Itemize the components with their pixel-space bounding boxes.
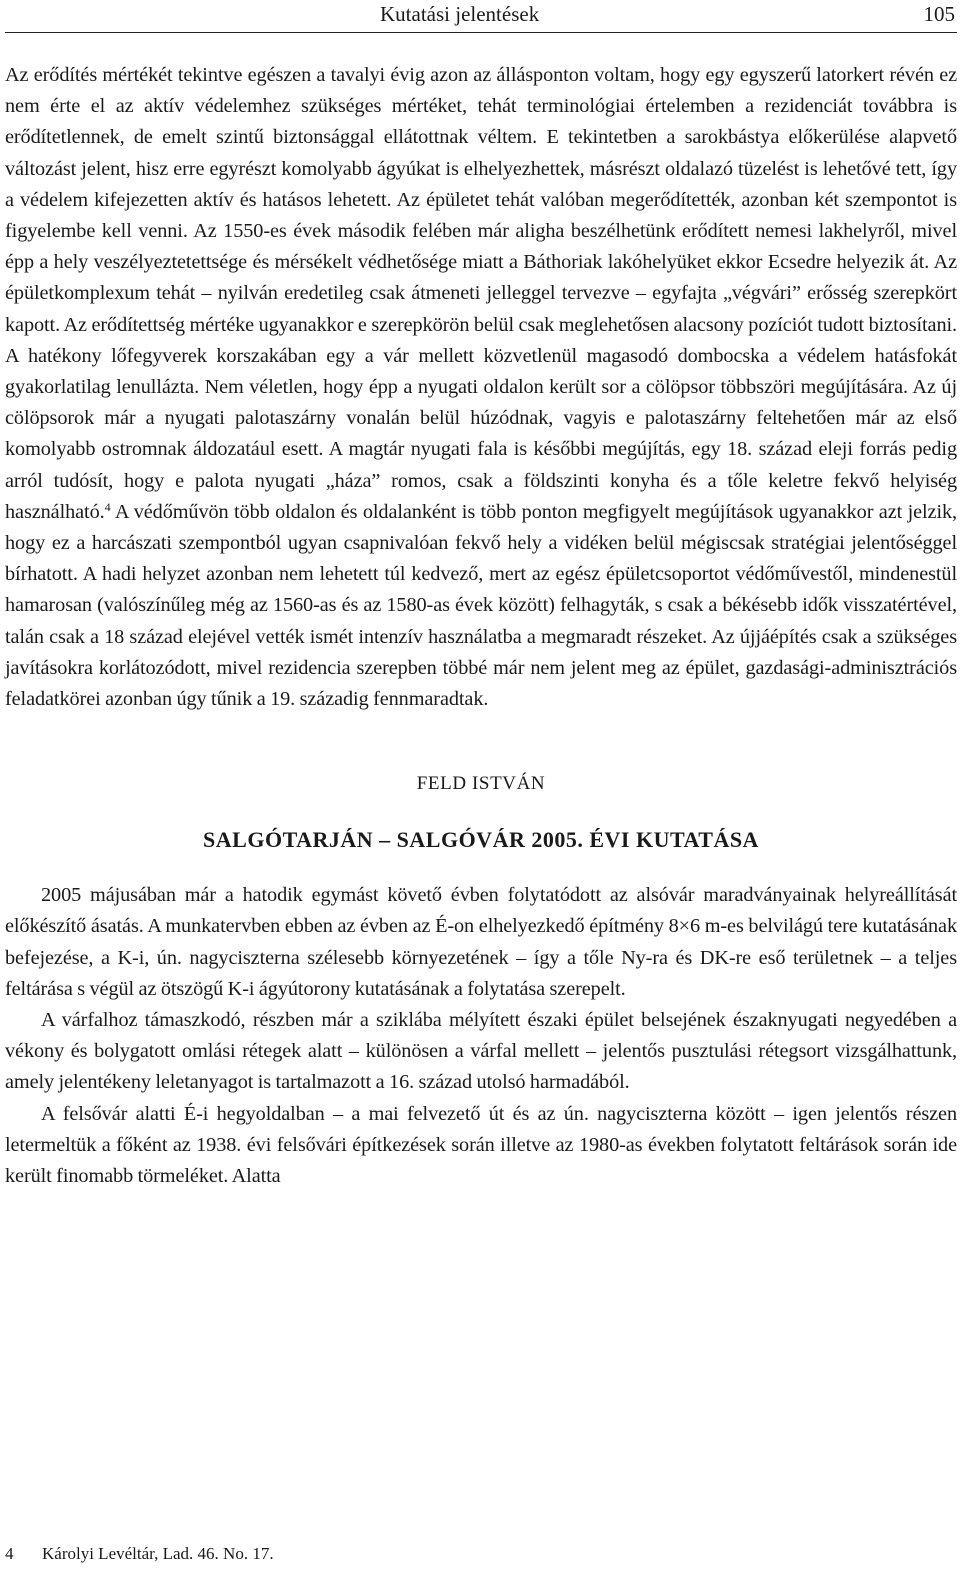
continued-paragraph-text: Az erődítés mértékét tekintve egészen a tavalyi évig azon az állásponton voltam, hogy egy egyszerű latorkert révén ez nem érte el az aktív védelemhez szükséges mértéket, tehát terminológiai értelemben a rezidenciát továbbra is erődítetlennek, de emelt szintű biztonsággal ellátottnak véltem. E tekintetben a sarokbástya előkerülése alapvető változást jelent, hisz erre egyrészt komolyabb ágyúkat is elhelyezhettek, másrészt oldalazó tüzelést is lehetővé tett, így a védelem kifejezetten aktív és hatásos lehetett. Az épületet tehát valóban megerődítették, azonban két szempontot is figyelembe kell venni. Az 1550-es évek második felében már aligha beszélhetünk erődített nemesi lakhelyről, mivel épp a hely veszélyeztetettsége és mérsékelt védhetősége miatt a Báthoriak lakóhelyüket ekkor Ecsedre helyezik át. Az épületkomplexum tehát – nyilván eredetileg csak átmeneti jelleggel tervezve – egyfajta „végvári” erősség szerepkört kapott. Az erődítettség mértéke ugyanakkor e szerepkörön belül csak meglehetősen alacsony pozíciót tudott biztosítani. A hatékony lőfegyverek korszakában egy a vár mellett közvetlenül magasodó dombocska a védelem hatásfokát gyakorlatilag lenullázta. Nem véletlen, hogy épp a nyugati oldalon került sor a cölöpsor többszöri megújítására. Az új cölöpsorok már a nyugati palotaszárny vonalán belül húzódnak, vagyis e palotaszárny feltehetően már az első komolyabb ostromnak áldozatául esett. A magtár nyugati fala is későbbi megújítás, egy 18. század eleji forrás pedig arról tudósít, hogy e palota nyugati „háza” romos, csak a földszinti konyha és a tőle keletre fekvő helyiség használható.	[5, 64, 957, 523]
footnote	[5, 1543, 274, 1565]
running-header	[5, 0, 957, 33]
continued-paragraph	[5, 60, 957, 715]
footnote-number: 4	[5, 1544, 14, 1563]
article-paragraph-3: A felsővár alatti É-i hegyoldalban – a mai felvezető út és az ún. nagyciszterna között – igen jelentős részen letermeltük a főként az 1938. évi felsővári építkezések során illetve az 1980-as években folytatott feltárások során ide került finomabb törmeléket. Alatta	[5, 1102, 957, 1188]
article-paragraph-2: A várfalhoz támaszkodó, részben már a sziklába mélyített északi épület belsejének északnyugati negyedében a vékony és bolygatott omlási rétegek alatt – különösen a várfal mellett – jelentős pusztulási rétegsort vizsgálhattunk, amely jelentékeny leletanyagot is tartalmazott a 16. század utolsó harmadából.	[5, 1009, 957, 1094]
footnote-text: Károlyi Levéltár, Lad. 46. No. 17.	[42, 1544, 274, 1563]
article-author: FELD ISTVÁN	[416, 773, 546, 795]
article-title: SALGÓTARJÁN – SALGÓVÁR 2005. ÉVI KUTATÁSA	[203, 827, 759, 853]
footnote-reference[interactable]: 4	[104, 499, 111, 514]
article-paragraph-1: 2005 májusában már a hatodik egymást követő évben folytatódott az alsóvár maradványainak helyreállítását előkészítő ásatás. A munkatervben ebben az évben az É-on elhelyezkedő építmény 8×6 m-es belvilágú tere kutatásának befejezése, a K-i, ún. nagyciszterna szélesebb környezetének – így a tőle Ny-ra és DK-re eső területnek – a teljes feltárása s végül az ötszögű K-i ágyútorony kutatásának a folytatása szerepelt.	[5, 884, 957, 1000]
page-number: 105	[923, 2, 955, 26]
running-header-title: Kutatási jelentések	[380, 2, 540, 26]
continued-paragraph-text-end: A védőművön több oldalon és oldalanként is több ponton megfigyelt megújítások ugyanakkor azt jelzik, hogy ez a harcászati szempontból ugyan csapnivalóan fekvő hely a vidéken belül mégiscsak stratégiai jelentőséggel bírhatott. A hadi helyzet azonban nem lehetett túl kedvező, mert az egész épületcsoportot védőművestől, mindenestül hamarosan (valószínűleg még az 1560-as és az 1580-as évek között) felhagyták, s csak a békésebb idők visszatértével, talán csak a 18 század elejével vették ismét intenzív használatba a megmaradt részeket. Az újjáépítés csak a szükséges javításokra korlátozódott, mivel rezidencia szerepben többé már nem jelent meg az épület, gazdasági-adminisztrációs feladatkörei azonban úgy tűnik a 19. századig fennmaradtak.	[5, 500, 957, 711]
document-page	[5, 0, 957, 1571]
